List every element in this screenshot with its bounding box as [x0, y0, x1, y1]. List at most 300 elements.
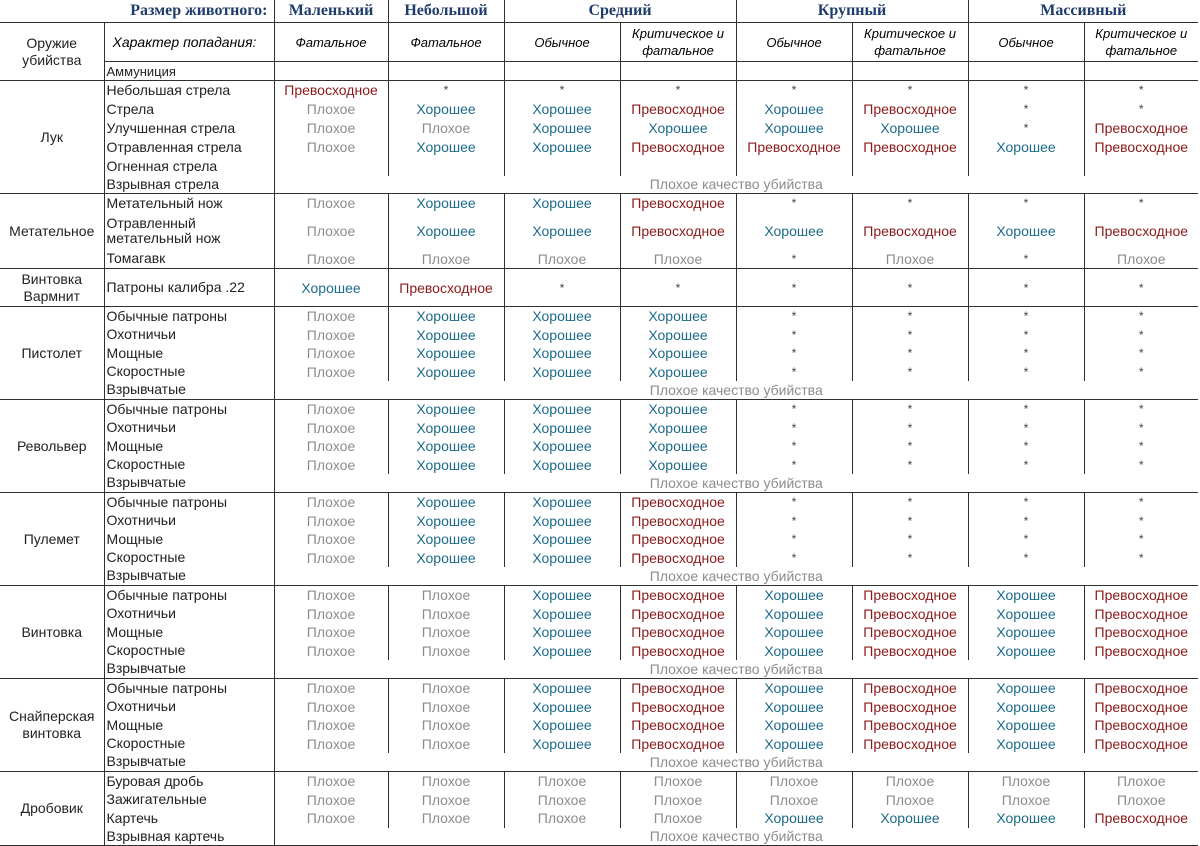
rating-poor: Плохое [388, 119, 504, 138]
rating-excellent: Превосходное [1084, 213, 1198, 250]
ammo-header-spacer [968, 62, 1084, 81]
ammo-name: Охотничьи [104, 698, 274, 716]
table-row [0, 138, 1198, 157]
table-row [0, 660, 1198, 679]
ammo-header-row [0, 62, 1198, 81]
rating-good: Хорошее [736, 716, 852, 735]
rating-poor: Плохое [274, 419, 388, 437]
rating-excellent: Превосходное [1084, 698, 1198, 716]
table-row [0, 549, 1198, 567]
rating-poor: Плохое [388, 623, 504, 642]
rating-poor: Плохое [388, 791, 504, 809]
rating-poor: Плохое [274, 344, 388, 363]
rating-marker: * [968, 269, 1084, 307]
ammo-name: Обычные патроны [104, 586, 274, 605]
rating-marker: * [388, 81, 504, 100]
ammo-name: Скоростные [104, 363, 274, 381]
rating-poor: Плохое [388, 735, 504, 753]
rating-poor: Плохое [274, 363, 388, 381]
table-row [0, 119, 1198, 138]
rating-marker: * [852, 81, 968, 100]
rating-poor: Плохое [274, 586, 388, 605]
rating-poor: Плохое [274, 194, 388, 213]
rating-poor: Плохое [388, 586, 504, 605]
table-row [0, 512, 1198, 530]
rating-good: Хорошее [736, 100, 852, 119]
rating-good: Хорошее [388, 530, 504, 549]
rating-poor: Плохое [852, 791, 968, 809]
table-row [0, 363, 1198, 381]
rating-good: Хорошее [620, 119, 736, 138]
table-row [0, 326, 1198, 344]
ammo-name: Обычные патроны [104, 400, 274, 419]
rating-excellent: Превосходное [736, 138, 852, 157]
table-row [0, 474, 1198, 493]
table-row [0, 194, 1198, 213]
rating-good: Хорошее [736, 679, 852, 698]
ammo-name: Картечь [104, 809, 274, 828]
rating-marker: * [736, 530, 852, 549]
rating-marker: * [968, 81, 1084, 100]
rating-marker: * [1084, 100, 1198, 119]
rating-marker: * [968, 100, 1084, 119]
rating-poor: Плохое [388, 679, 504, 698]
ammo-name: Метательный нож [104, 194, 274, 213]
rating-poor: Плохое [274, 437, 388, 456]
ammo-name: Взрывная картечь [104, 828, 274, 846]
weapon-name: Пистолет [0, 307, 104, 400]
rating-marker: * [1084, 437, 1198, 456]
rating-excellent: Превосходное [274, 81, 388, 100]
table-row [0, 679, 1198, 698]
rating-good: Хорошее [388, 326, 504, 344]
rating-good: Хорошее [504, 307, 620, 326]
ammo-name: Мощные [104, 344, 274, 363]
rating-excellent: Превосходное [620, 100, 736, 119]
ammo-header-spacer [852, 62, 968, 81]
rating-good: Хорошее [504, 716, 620, 735]
rating-poor: Плохое [274, 138, 388, 157]
rating-excellent: Превосходное [852, 213, 968, 250]
ammo-name: Обычные патроны [104, 307, 274, 326]
ammo-name: Мощные [104, 437, 274, 456]
ammo-name: Мощные [104, 716, 274, 735]
rating-good: Хорошее [504, 419, 620, 437]
rating-poor: Плохое [274, 698, 388, 716]
poor-kill-quality-note: Плохое качество убийства [274, 381, 1198, 400]
rating-marker: * [1084, 194, 1198, 213]
rating-excellent: Превосходное [620, 213, 736, 250]
rating-good: Хорошее [388, 138, 504, 157]
empty-cell [388, 157, 504, 176]
rating-marker: * [968, 456, 1084, 474]
rating-poor: Плохое [388, 772, 504, 791]
rating-marker: * [736, 363, 852, 381]
rating-poor: Плохое [274, 530, 388, 549]
ammo-name: Патроны калибра .22 [104, 269, 274, 307]
rating-excellent: Превосходное [620, 698, 736, 716]
rating-marker: * [852, 344, 968, 363]
rating-marker: * [1084, 81, 1198, 100]
rating-poor: Плохое [274, 213, 388, 250]
rating-good: Хорошее [504, 679, 620, 698]
rating-poor: Плохое [274, 456, 388, 474]
size-label: Размер животного: [0, 0, 274, 23]
rating-excellent: Превосходное [852, 138, 968, 157]
table-row [0, 623, 1198, 642]
rating-good: Хорошее [504, 623, 620, 642]
rating-poor: Плохое [968, 772, 1084, 791]
rating-poor: Плохое [504, 772, 620, 791]
ammo-name: Зажигательные [104, 791, 274, 809]
poor-kill-quality-note: Плохое качество убийства [274, 828, 1198, 846]
empty-cell [736, 157, 852, 176]
empty-cell [620, 157, 736, 176]
rating-good: Хорошее [968, 623, 1084, 642]
table-row [0, 269, 1198, 307]
rating-poor: Плохое [388, 605, 504, 623]
impact-header-cell: Обычное [504, 23, 620, 62]
rating-poor: Плохое [274, 735, 388, 753]
rating-poor: Плохое [1084, 791, 1198, 809]
table-row [0, 437, 1198, 456]
rating-excellent: Превосходное [1084, 586, 1198, 605]
rating-good: Хорошее [852, 809, 968, 828]
ammo-name: Отравленный метательный нож [104, 213, 274, 250]
rating-good: Хорошее [388, 419, 504, 437]
rating-excellent: Превосходное [1084, 716, 1198, 735]
rating-excellent: Превосходное [852, 679, 968, 698]
impact-label: Характер попадания: [104, 23, 274, 62]
rating-marker: * [736, 549, 852, 567]
rating-marker: * [1084, 326, 1198, 344]
rating-good: Хорошее [504, 642, 620, 660]
weapon-name: Снайперская винтовка [0, 679, 104, 772]
ammo-name: Охотничьи [104, 326, 274, 344]
rating-excellent: Превосходное [620, 138, 736, 157]
ammo-header-spacer [620, 62, 736, 81]
weapon-name: Лук [0, 81, 104, 194]
ammo-name: Огненная стрела [104, 157, 274, 176]
rating-good: Хорошее [736, 119, 852, 138]
rating-good: Хорошее [620, 400, 736, 419]
rating-good: Хорошее [504, 437, 620, 456]
rating-excellent: Превосходное [620, 586, 736, 605]
ammo-name: Мощные [104, 530, 274, 549]
ammo-name: Охотничьи [104, 605, 274, 623]
rating-marker: * [968, 326, 1084, 344]
rating-poor: Плохое [388, 809, 504, 828]
table-row [0, 176, 1198, 194]
rating-marker: * [736, 194, 852, 213]
table-row [0, 157, 1198, 176]
rating-good: Хорошее [504, 326, 620, 344]
rating-good: Хорошее [968, 605, 1084, 623]
rating-good: Хорошее [968, 138, 1084, 157]
rating-good: Хорошее [388, 307, 504, 326]
poor-kill-quality-note: Плохое качество убийства [274, 474, 1198, 493]
rating-good: Хорошее [388, 194, 504, 213]
rating-good: Хорошее [504, 213, 620, 250]
rating-marker: * [968, 493, 1084, 512]
rating-good: Хорошее [388, 344, 504, 363]
empty-cell [504, 157, 620, 176]
rating-poor: Плохое [274, 250, 388, 269]
rating-poor: Плохое [388, 250, 504, 269]
rating-poor: Плохое [504, 791, 620, 809]
table-row [0, 493, 1198, 512]
ammo-name: Мощные [104, 623, 274, 642]
rating-excellent: Превосходное [620, 549, 736, 567]
table-row [0, 735, 1198, 753]
rating-good: Хорошее [388, 493, 504, 512]
rating-poor: Плохое [620, 772, 736, 791]
rating-good: Хорошее [388, 456, 504, 474]
table-row [0, 419, 1198, 437]
ammo-name: Томагавк [104, 250, 274, 269]
rating-marker: * [852, 326, 968, 344]
rating-good: Хорошее [504, 586, 620, 605]
ammo-header-spacer [274, 62, 388, 81]
ammo-name: Обычные патроны [104, 493, 274, 512]
table-row [0, 400, 1198, 419]
rating-good: Хорошее [504, 363, 620, 381]
weapon-name: Пулемет [0, 493, 104, 586]
rating-marker: * [1084, 493, 1198, 512]
rating-poor: Плохое [968, 791, 1084, 809]
ammo-name: Улучшенная стрела [104, 119, 274, 138]
rating-good: Хорошее [504, 119, 620, 138]
rating-excellent: Превосходное [852, 586, 968, 605]
rating-marker: * [736, 419, 852, 437]
ammo-header-spacer [504, 62, 620, 81]
rating-marker: * [620, 81, 736, 100]
rating-excellent: Превосходное [620, 679, 736, 698]
table-row [0, 567, 1198, 586]
impact-header-cell: Фатальное [388, 23, 504, 62]
rating-excellent: Превосходное [620, 512, 736, 530]
size-modest: Небольшой [388, 0, 504, 23]
rating-good: Хорошее [388, 549, 504, 567]
rating-good: Хорошее [968, 698, 1084, 716]
rating-excellent: Превосходное [620, 735, 736, 753]
rating-good: Хорошее [504, 549, 620, 567]
rating-good: Хорошее [388, 213, 504, 250]
rating-marker: * [852, 437, 968, 456]
rating-excellent: Превосходное [620, 530, 736, 549]
rating-poor: Плохое [274, 400, 388, 419]
rating-good: Хорошее [504, 605, 620, 623]
weapon-column-header: Оружие убийства [0, 23, 104, 81]
rating-marker: * [852, 307, 968, 326]
table-row [0, 753, 1198, 772]
rating-poor: Плохое [274, 791, 388, 809]
table-row [0, 250, 1198, 269]
poor-kill-quality-note: Плохое качество убийства [274, 660, 1198, 679]
ammo-name: Взрывчатые [104, 567, 274, 586]
poor-kill-quality-note: Плохое качество убийства [274, 176, 1198, 194]
weapon-name: Винтовка [0, 586, 104, 679]
rating-poor: Плохое [620, 809, 736, 828]
rating-excellent: Превосходное [852, 100, 968, 119]
weapon-name: Винтовка Вармнит [0, 269, 104, 307]
ammo-name: Отравленная стрела [104, 138, 274, 157]
table-row [0, 809, 1198, 828]
rating-poor: Плохое [274, 679, 388, 698]
rating-excellent: Превосходное [852, 716, 968, 735]
table-row [0, 586, 1198, 605]
rating-marker: * [736, 400, 852, 419]
rating-good: Хорошее [504, 530, 620, 549]
rating-good: Хорошее [504, 100, 620, 119]
rating-poor: Плохое [274, 100, 388, 119]
table-row [0, 698, 1198, 716]
weapon-name: Револьвер [0, 400, 104, 493]
rating-poor: Плохое [274, 623, 388, 642]
rating-marker: * [736, 269, 852, 307]
rating-poor: Плохое [274, 772, 388, 791]
ammo-name: Взрывчатые [104, 381, 274, 400]
rating-good: Хорошее [736, 213, 852, 250]
size-large: Крупный [736, 0, 968, 23]
rating-marker: * [736, 250, 852, 269]
weapon-name: Метательное [0, 194, 104, 269]
rating-marker: * [968, 119, 1084, 138]
ammo-name: Охотничьи [104, 512, 274, 530]
rating-excellent: Превосходное [1084, 735, 1198, 753]
impact-header-cell: Критическое и фатальное [1084, 23, 1198, 62]
rating-excellent: Превосходное [852, 642, 968, 660]
rating-good: Хорошее [736, 809, 852, 828]
rating-marker: * [736, 307, 852, 326]
rating-excellent: Превосходное [852, 698, 968, 716]
rating-poor: Плохое [1084, 250, 1198, 269]
rating-marker: * [852, 194, 968, 213]
rating-marker: * [1084, 549, 1198, 567]
rating-good: Хорошее [504, 456, 620, 474]
rating-marker: * [852, 363, 968, 381]
rating-excellent: Превосходное [852, 623, 968, 642]
rating-marker: * [1084, 269, 1198, 307]
rating-good: Хорошее [852, 119, 968, 138]
ammo-name: Буровая дробь [104, 772, 274, 791]
table-row [0, 716, 1198, 735]
rating-good: Хорошее [388, 437, 504, 456]
rating-marker: * [852, 493, 968, 512]
rating-marker: * [620, 269, 736, 307]
rating-good: Хорошее [620, 307, 736, 326]
rating-good: Хорошее [504, 493, 620, 512]
rating-poor: Плохое [274, 809, 388, 828]
rating-good: Хорошее [620, 456, 736, 474]
rating-good: Хорошее [736, 586, 852, 605]
table-row [0, 213, 1198, 250]
rating-poor: Плохое [274, 307, 388, 326]
table-row [0, 307, 1198, 326]
rating-marker: * [1084, 400, 1198, 419]
rating-marker: * [1084, 344, 1198, 363]
rating-excellent: Превосходное [620, 493, 736, 512]
rating-good: Хорошее [968, 809, 1084, 828]
rating-poor: Плохое [274, 493, 388, 512]
table-row [0, 344, 1198, 363]
impact-header-cell: Обычное [736, 23, 852, 62]
rating-marker: * [968, 250, 1084, 269]
table-row [0, 530, 1198, 549]
rating-marker: * [852, 269, 968, 307]
rating-poor: Плохое [274, 549, 388, 567]
rating-poor: Плохое [274, 326, 388, 344]
rating-good: Хорошее [968, 716, 1084, 735]
rating-marker: * [852, 549, 968, 567]
rating-good: Хорошее [968, 586, 1084, 605]
table-row [0, 828, 1198, 846]
ammo-name: Охотничьи [104, 419, 274, 437]
rating-poor: Плохое [736, 772, 852, 791]
table-row [0, 642, 1198, 660]
rating-marker: * [1084, 456, 1198, 474]
rating-good: Хорошее [620, 437, 736, 456]
rating-good: Хорошее [504, 735, 620, 753]
rating-poor: Плохое [620, 250, 736, 269]
rating-good: Хорошее [620, 419, 736, 437]
rating-good: Хорошее [620, 326, 736, 344]
rating-marker: * [968, 307, 1084, 326]
rating-excellent: Превосходное [1084, 679, 1198, 698]
rating-marker: * [736, 437, 852, 456]
rating-excellent: Превосходное [1084, 138, 1198, 157]
rating-poor: Плохое [274, 512, 388, 530]
empty-cell [1084, 157, 1198, 176]
rating-poor: Плохое [620, 791, 736, 809]
rating-marker: * [504, 81, 620, 100]
table-row [0, 791, 1198, 809]
rating-poor: Плохое [504, 809, 620, 828]
size-massive: Массивный [968, 0, 1198, 23]
ammo-name: Скоростные [104, 642, 274, 660]
rating-marker: * [852, 530, 968, 549]
empty-cell [968, 157, 1084, 176]
rating-marker: * [1084, 530, 1198, 549]
size-small: Маленький [274, 0, 388, 23]
ammo-name: Скоростные [104, 735, 274, 753]
rating-marker: * [968, 194, 1084, 213]
rating-good: Хорошее [504, 194, 620, 213]
rating-good: Хорошее [388, 363, 504, 381]
rating-marker: * [736, 456, 852, 474]
ammo-name: Скоростные [104, 549, 274, 567]
rating-poor: Плохое [388, 698, 504, 716]
rating-excellent: Превосходное [620, 716, 736, 735]
rating-good: Хорошее [968, 735, 1084, 753]
rating-marker: * [1084, 307, 1198, 326]
rating-marker: * [736, 512, 852, 530]
ammo-name: Стрела [104, 100, 274, 119]
rating-good: Хорошее [736, 605, 852, 623]
rating-good: Хорошее [504, 400, 620, 419]
empty-cell [274, 157, 388, 176]
rating-good: Хорошее [504, 344, 620, 363]
impact-header-cell: Обычное [968, 23, 1084, 62]
table-row [0, 81, 1198, 100]
table-row [0, 605, 1198, 623]
rating-poor: Плохое [504, 250, 620, 269]
rating-excellent: Превосходное [1084, 119, 1198, 138]
rating-good: Хорошее [968, 679, 1084, 698]
ammo-header-spacer [388, 62, 504, 81]
ammo-name: Обычные патроны [104, 679, 274, 698]
ammo-header-spacer [736, 62, 852, 81]
